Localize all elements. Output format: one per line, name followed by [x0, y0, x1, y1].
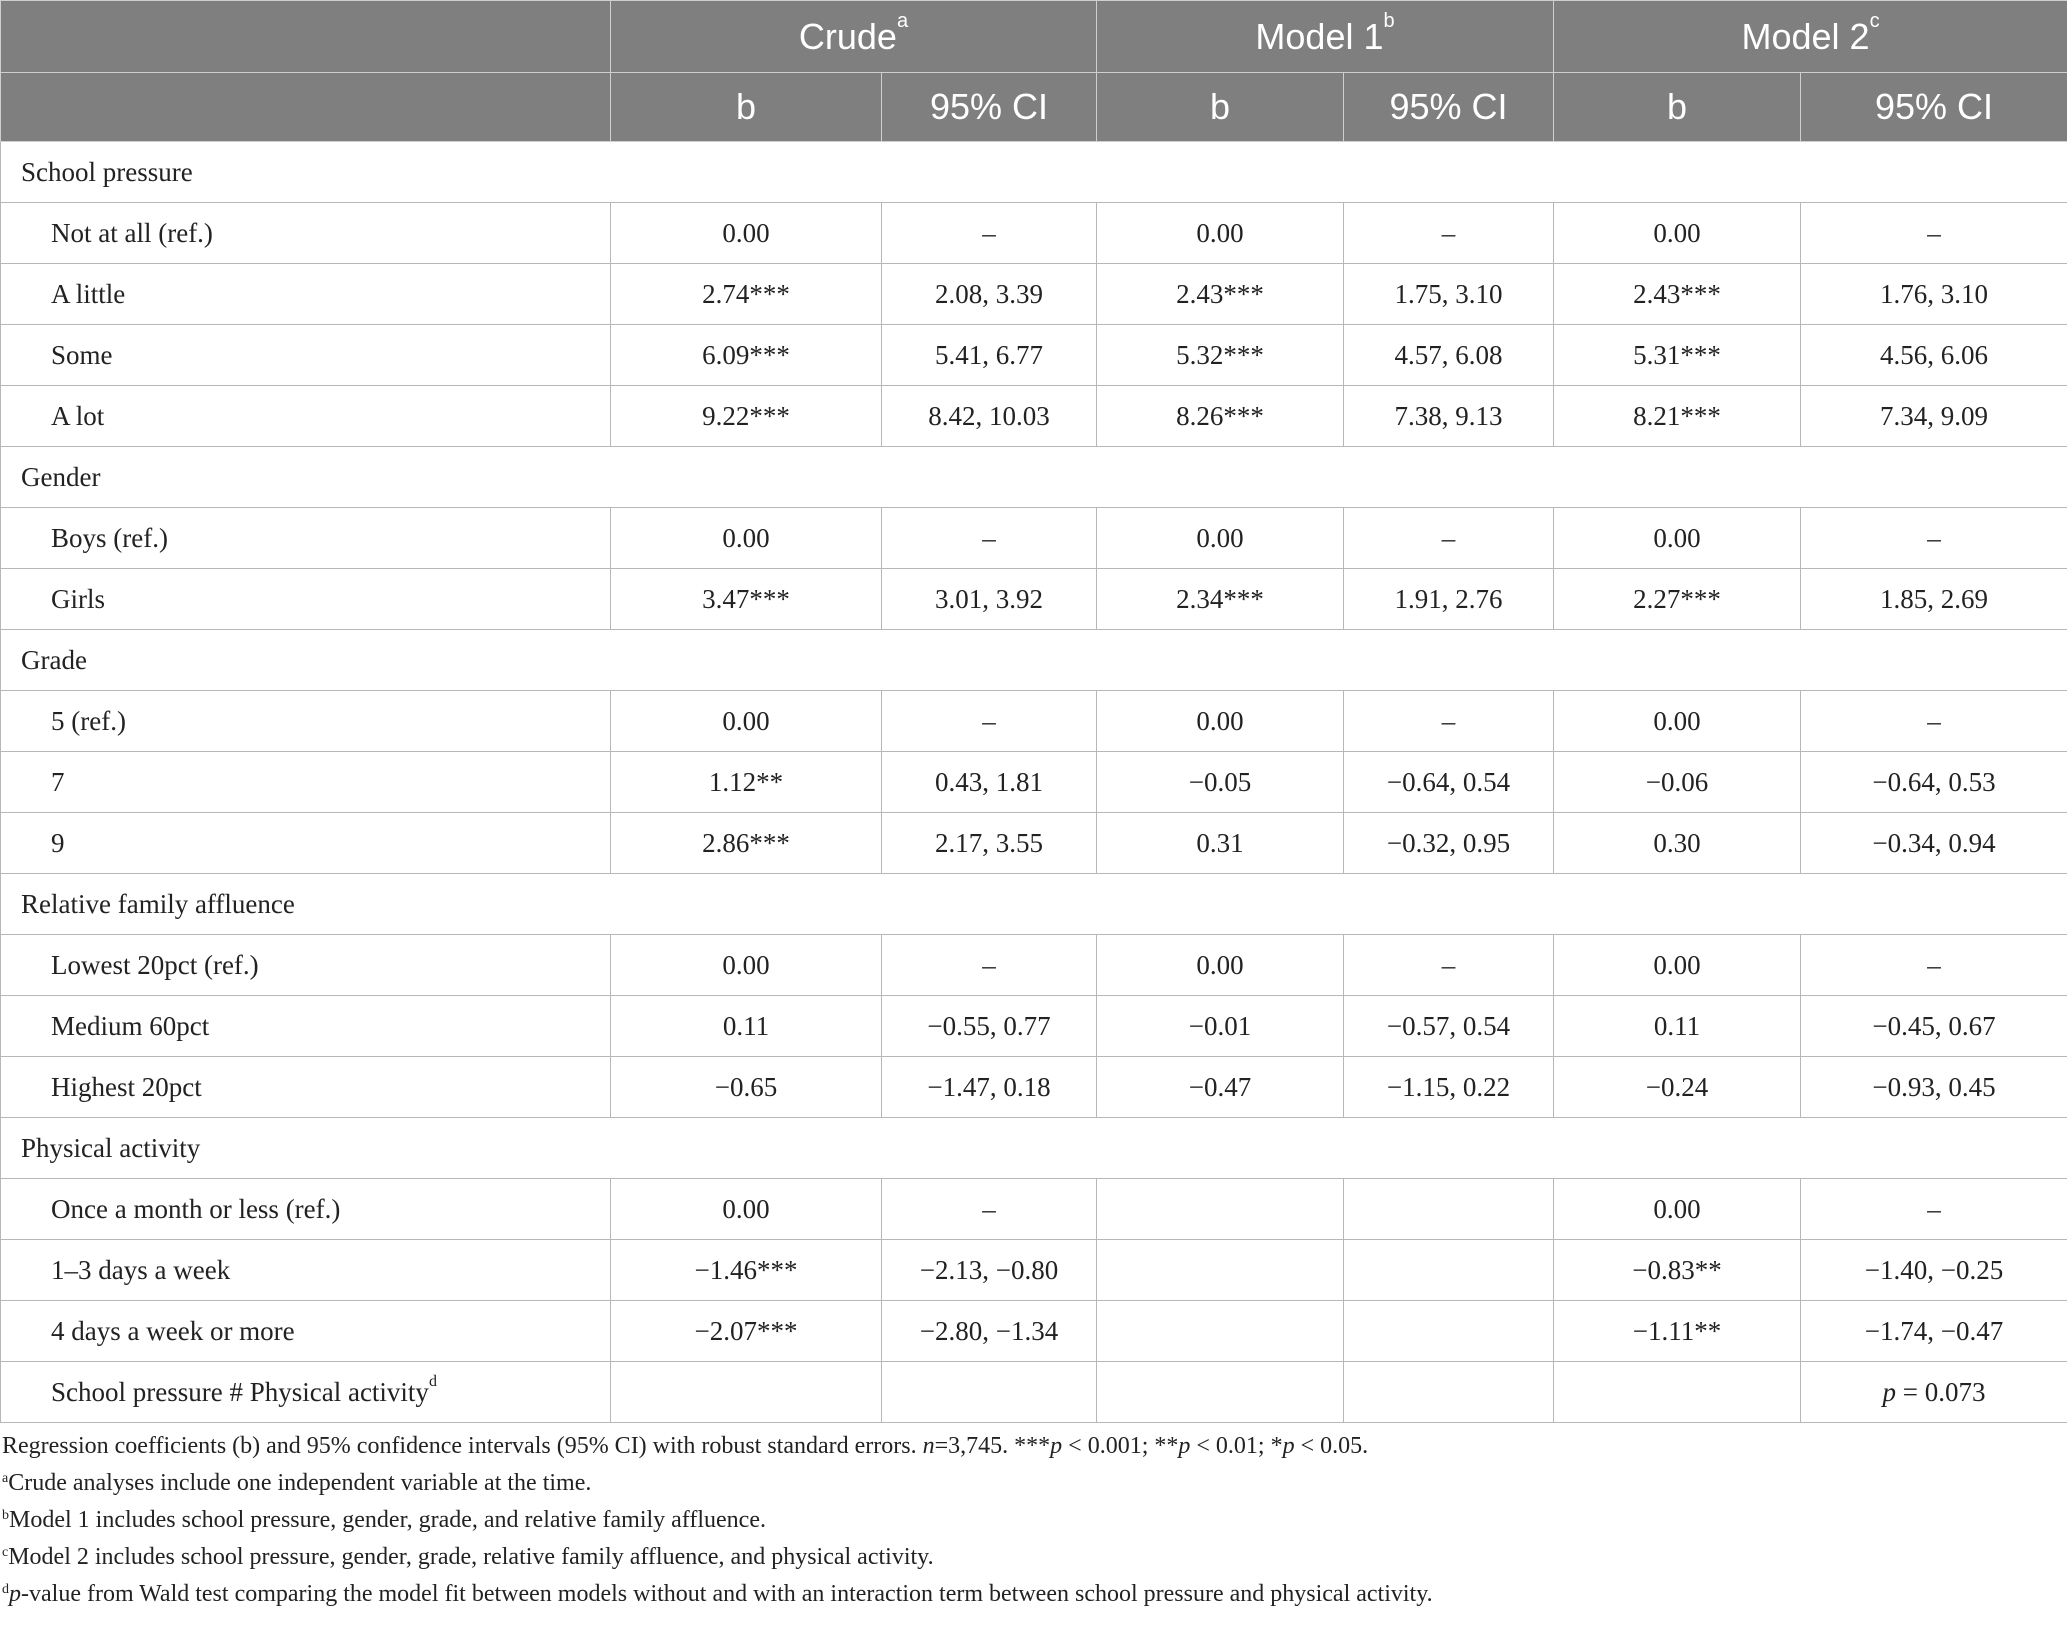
cell: –	[1801, 935, 2067, 996]
cell	[1344, 1301, 1554, 1362]
cell: 8.21***	[1554, 386, 1801, 447]
cell: 7.38, 9.13	[1344, 386, 1554, 447]
cell: 5.31***	[1554, 325, 1801, 386]
cell	[882, 1362, 1097, 1423]
cell: 1.12**	[611, 752, 882, 813]
cell	[1344, 1362, 1554, 1423]
cell: −0.65	[611, 1057, 882, 1118]
cell: 3.47***	[611, 569, 882, 630]
cell: 2.43***	[1554, 264, 1801, 325]
header-model-2: Model 2$^c$	[1554, 1, 2067, 73]
cell: −0.64, 0.54	[1344, 752, 1554, 813]
row-label: A lot	[1, 386, 611, 447]
cell: −0.01	[1097, 996, 1344, 1057]
table-row	[1, 569, 2067, 630]
cell: −1.11**	[1554, 1301, 1801, 1362]
cell: 4.57, 6.08	[1344, 325, 1554, 386]
cell: −1.46***	[611, 1240, 882, 1301]
cell: 7.34, 9.09	[1801, 386, 2067, 447]
cell: 0.00	[1554, 508, 1801, 569]
table-row	[1, 1301, 2067, 1362]
cell: –	[1344, 203, 1554, 264]
footnote-b: $^b$Model 1 includes school pressure, gender, grade, and relative family affluence.	[2, 1507, 766, 1533]
section-row	[1, 447, 2067, 508]
row-label: Some	[1, 325, 611, 386]
cell: –	[1801, 203, 2067, 264]
table-row	[1, 1057, 2067, 1118]
table-row	[1, 203, 2067, 264]
cell: 2.27***	[1554, 569, 1801, 630]
cell: 0.00	[611, 203, 882, 264]
cell: 0.00	[611, 508, 882, 569]
cell: 0.11	[1554, 996, 1801, 1057]
header-model-1: Model 1$^b$	[1097, 1, 1554, 73]
cell: 9.22***	[611, 386, 882, 447]
cell: −2.13, −0.80	[882, 1240, 1097, 1301]
cell	[1344, 1179, 1554, 1240]
table-row	[1, 813, 2067, 874]
cell: 2.08, 3.39	[882, 264, 1097, 325]
cell: 8.26***	[1097, 386, 1344, 447]
table-row	[1, 1240, 2067, 1301]
cell: −0.57, 0.54	[1344, 996, 1554, 1057]
cell: 1.85, 2.69	[1801, 569, 2067, 630]
cell: 1.75, 3.10	[1344, 264, 1554, 325]
cell: 0.00	[1097, 508, 1344, 569]
row-label: School pressure # Physical activity$^d$	[1, 1362, 611, 1423]
row-label: Not at all (ref.)	[1, 203, 611, 264]
table-row	[1, 935, 2067, 996]
cell: –	[882, 508, 1097, 569]
header-blank-2	[1, 73, 611, 142]
row-label: 5 (ref.)	[1, 691, 611, 752]
note-main: Regression coefficients (b) and 95% confidence intervals (95% CI) with robust standard errors. n=3,745. ***p < 0.001; **p < 0.01; *p < 0.05.	[2, 1433, 1369, 1459]
table-row	[1, 386, 2067, 447]
cell: 1.76, 3.10	[1801, 264, 2067, 325]
cell: −1.74, −0.47	[1801, 1301, 2067, 1362]
row-label: Lowest 20pct (ref.)	[1, 935, 611, 996]
cell	[1097, 1301, 1344, 1362]
table-row	[1, 264, 2067, 325]
cell: 5.32***	[1097, 325, 1344, 386]
cell: 0.31	[1097, 813, 1344, 874]
cell: 0.30	[1554, 813, 1801, 874]
cell: 0.00	[1554, 203, 1801, 264]
cell: 6.09***	[611, 325, 882, 386]
cell: –	[1801, 508, 2067, 569]
cell	[611, 1362, 882, 1423]
header-ci: 95% CI	[882, 73, 1097, 142]
cell: –	[1344, 935, 1554, 996]
cell	[1097, 1240, 1344, 1301]
cell: 2.34***	[1097, 569, 1344, 630]
cell: −1.47, 0.18	[882, 1057, 1097, 1118]
header-crude: Crude$^a$	[611, 1, 1097, 73]
section-title: Grade	[1, 630, 2067, 691]
cell: 2.43***	[1097, 264, 1344, 325]
header-blank	[1, 1, 611, 73]
cell: −0.34, 0.94	[1801, 813, 2067, 874]
header-b: b	[1097, 73, 1344, 142]
header-b: b	[1554, 73, 1801, 142]
cell: –	[1344, 508, 1554, 569]
cell: 0.00	[1097, 935, 1344, 996]
footnote-c: $^c$Model 2 includes school pressure, gender, grade, relative family affluence, and physical activity.	[2, 1544, 934, 1570]
cell: −2.80, −1.34	[882, 1301, 1097, 1362]
cell: 0.11	[611, 996, 882, 1057]
table-row	[1, 1179, 2067, 1240]
cell: −0.06	[1554, 752, 1801, 813]
header-row-models	[1, 1, 2067, 73]
row-label: 4 days a week or more	[1, 1301, 611, 1362]
cell: –	[1801, 1179, 2067, 1240]
cell: –	[882, 935, 1097, 996]
cell: 0.00	[611, 935, 882, 996]
cell: –	[1344, 691, 1554, 752]
cell	[1097, 1362, 1344, 1423]
table-notes	[0, 1431, 2067, 1609]
cell: 0.43, 1.81	[882, 752, 1097, 813]
cell	[1344, 1240, 1554, 1301]
cell: –	[882, 203, 1097, 264]
header-ci: 95% CI	[1801, 73, 2067, 142]
cell: −0.05	[1097, 752, 1344, 813]
row-label: 7	[1, 752, 611, 813]
cell: 3.01, 3.92	[882, 569, 1097, 630]
row-label: Boys (ref.)	[1, 508, 611, 569]
table-row	[1, 691, 2067, 752]
section-row	[1, 630, 2067, 691]
cell: –	[1801, 691, 2067, 752]
cell: 0.00	[1097, 203, 1344, 264]
cell: 0.00	[1097, 691, 1344, 752]
cell: 5.41, 6.77	[882, 325, 1097, 386]
row-label: Highest 20pct	[1, 1057, 611, 1118]
table-row	[1, 325, 2067, 386]
cell: −0.32, 0.95	[1344, 813, 1554, 874]
section-row	[1, 142, 2067, 203]
cell: 2.74***	[611, 264, 882, 325]
interaction-row	[1, 1362, 2067, 1423]
cell: −1.40, −0.25	[1801, 1240, 2067, 1301]
cell: 8.42, 10.03	[882, 386, 1097, 447]
header-ci: 95% CI	[1344, 73, 1554, 142]
section-row	[1, 874, 2067, 935]
cell: −0.45, 0.67	[1801, 996, 2067, 1057]
cell: 0.00	[1554, 935, 1801, 996]
section-title: Relative family affluence	[1, 874, 2067, 935]
table-row	[1, 508, 2067, 569]
cell: –	[882, 1179, 1097, 1240]
cell: −0.55, 0.77	[882, 996, 1097, 1057]
table-row	[1, 996, 2067, 1057]
cell: 0.00	[1554, 1179, 1801, 1240]
header-row-stats	[1, 73, 2067, 142]
cell: −0.64, 0.53	[1801, 752, 2067, 813]
cell: 2.86***	[611, 813, 882, 874]
cell: −0.93, 0.45	[1801, 1057, 2067, 1118]
footnote-a: $^a$Crude analyses include one independent variable at the time.	[2, 1470, 592, 1496]
cell: 1.91, 2.76	[1344, 569, 1554, 630]
cell: −0.24	[1554, 1057, 1801, 1118]
cell	[1097, 1179, 1344, 1240]
section-title: Physical activity	[1, 1118, 2067, 1179]
cell: −0.83**	[1554, 1240, 1801, 1301]
row-label: Girls	[1, 569, 611, 630]
section-row	[1, 1118, 2067, 1179]
cell: 2.17, 3.55	[882, 813, 1097, 874]
row-label: 1–3 days a week	[1, 1240, 611, 1301]
cell: −1.15, 0.22	[1344, 1057, 1554, 1118]
row-label: A little	[1, 264, 611, 325]
table-row	[1, 752, 2067, 813]
cell: 4.56, 6.06	[1801, 325, 2067, 386]
section-title: Gender	[1, 447, 2067, 508]
section-title: School pressure	[1, 142, 2067, 203]
interaction-p-value: p = 0.073	[1801, 1362, 2067, 1423]
cell: −2.07***	[611, 1301, 882, 1362]
row-label: Medium 60pct	[1, 996, 611, 1057]
row-label: Once a month or less (ref.)	[1, 1179, 611, 1240]
cell: 0.00	[1554, 691, 1801, 752]
cell: 0.00	[611, 1179, 882, 1240]
cell: 0.00	[611, 691, 882, 752]
header-b: b	[611, 73, 882, 142]
row-label: 9	[1, 813, 611, 874]
cell	[1554, 1362, 1801, 1423]
footnote-d: $^d$p-value from Wald test comparing the model fit between models without and with an interaction term between school pressure and physical activity.	[2, 1581, 1433, 1607]
cell: −0.47	[1097, 1057, 1344, 1118]
cell: –	[882, 691, 1097, 752]
